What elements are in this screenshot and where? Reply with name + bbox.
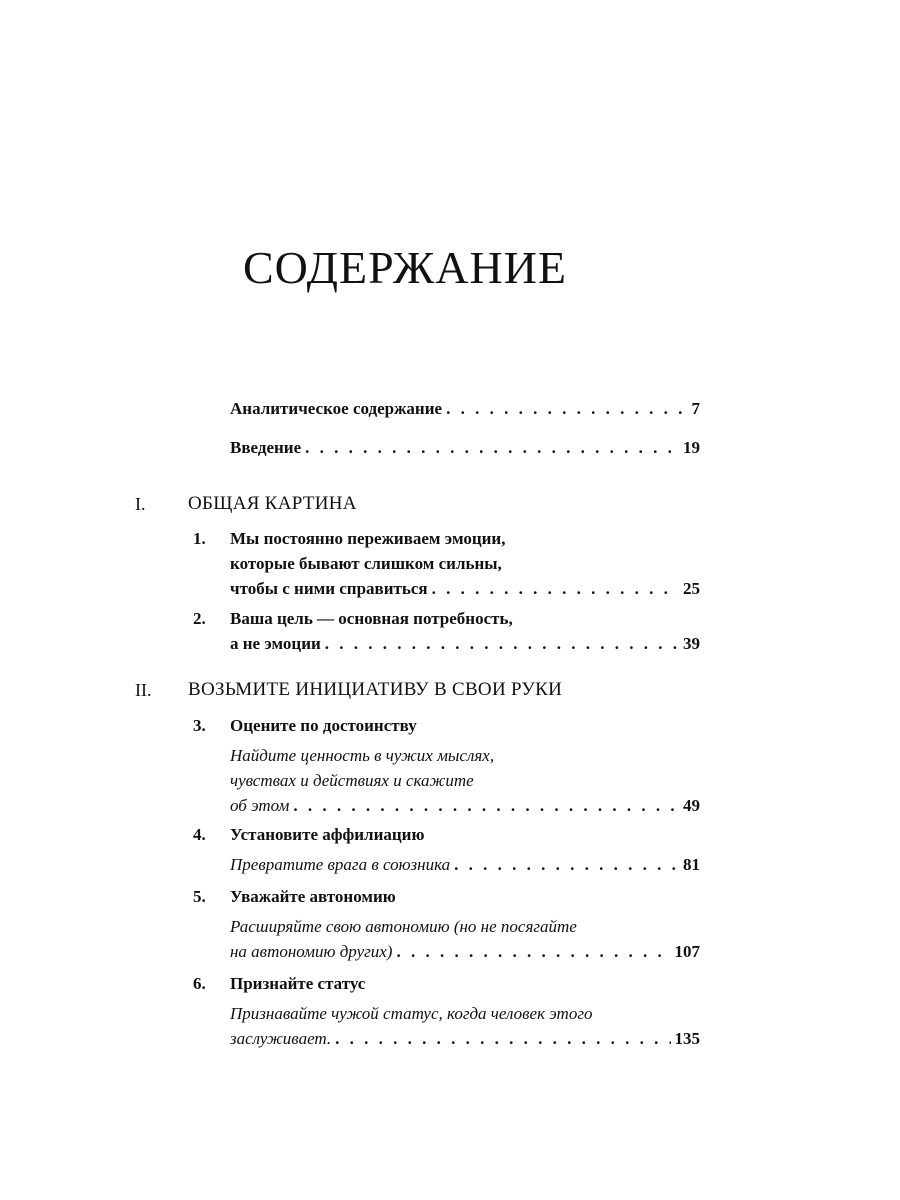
entry-title-line: которые бывают слишком сильны, — [230, 554, 502, 573]
chapter-number: 4. — [193, 825, 206, 844]
toc-entry-chapter-1[interactable] — [230, 526, 700, 601]
page-number: 135 — [674, 1029, 700, 1048]
toc-entry-chapter-3[interactable] — [230, 713, 700, 818]
dot-leader — [432, 576, 679, 601]
entry-subtitle-line: на автономию других) — [230, 942, 393, 961]
entry-subtitle-line: Найдите ценность в чужих мыслях, — [230, 746, 495, 765]
entry-subtitle-line: чувствах и действиях и скажите — [230, 771, 474, 790]
entry-title-line: а не эмоции — [230, 634, 321, 653]
page-number: 107 — [674, 942, 700, 961]
entry-subtitle-line: заслуживает. — [230, 1029, 332, 1048]
dot-leader — [325, 631, 679, 656]
page-number: 19 — [683, 438, 700, 457]
toc-entry-chapter-6[interactable] — [230, 971, 700, 1051]
toc-entry-chapter-5[interactable] — [230, 884, 700, 964]
page-number: 25 — [683, 579, 700, 598]
dot-leader — [454, 852, 679, 877]
chapter-number: 3. — [193, 716, 206, 735]
entry-subtitle-line: об этом — [230, 796, 290, 815]
dot-leader — [293, 793, 679, 818]
part-number: I. — [135, 494, 146, 514]
entry-title: Оцените по достоинству — [230, 716, 417, 735]
part-number: II. — [135, 680, 152, 700]
part-title: ОБЩАЯ КАРТИНА — [188, 493, 357, 514]
entry-subtitle-line: Превратите врага в союзника — [230, 855, 451, 874]
dot-leader — [396, 939, 670, 964]
entry-title: Признайте статус — [230, 974, 366, 993]
entry-title: Уважайте автономию — [230, 887, 396, 906]
entry-subtitle-line: Расширяйте свою автономию (но не посягайте — [230, 917, 577, 936]
page-title: СОДЕРЖАНИЕ — [243, 242, 568, 293]
chapter-number: 5. — [193, 887, 206, 906]
chapter-number: 6. — [193, 974, 206, 993]
toc-entry-introduction[interactable] — [230, 435, 700, 460]
entry-title: Введение — [230, 438, 302, 457]
entry-title-line: Ваша цель — основная потребность, — [230, 609, 513, 628]
toc-entry-chapter-2[interactable] — [230, 606, 700, 656]
entry-title: Установите аффилиацию — [230, 825, 425, 844]
dot-leader — [446, 396, 687, 421]
entry-title-line: чтобы с ними справиться — [230, 579, 428, 598]
chapter-number: 2. — [193, 609, 206, 628]
dot-leader — [335, 1026, 670, 1051]
part-title: ВОЗЬМИТЕ ИНИЦИАТИВУ В СВОИ РУКИ — [188, 679, 563, 700]
toc-entry-analytic-contents[interactable] — [230, 396, 700, 421]
toc-entry-chapter-4[interactable] — [230, 822, 700, 877]
entry-subtitle-line: Признавайте чужой статус, когда человек этого — [230, 1004, 593, 1023]
page-number: 7 — [691, 399, 700, 418]
dot-leader — [305, 435, 679, 460]
page-number: 81 — [683, 855, 700, 874]
chapter-number: 1. — [193, 529, 206, 548]
page-number: 49 — [683, 796, 700, 815]
page-number: 39 — [683, 634, 700, 653]
entry-title-line: Мы постоянно переживаем эмоции, — [230, 529, 506, 548]
entry-title: Аналитическое содержание — [230, 399, 443, 418]
